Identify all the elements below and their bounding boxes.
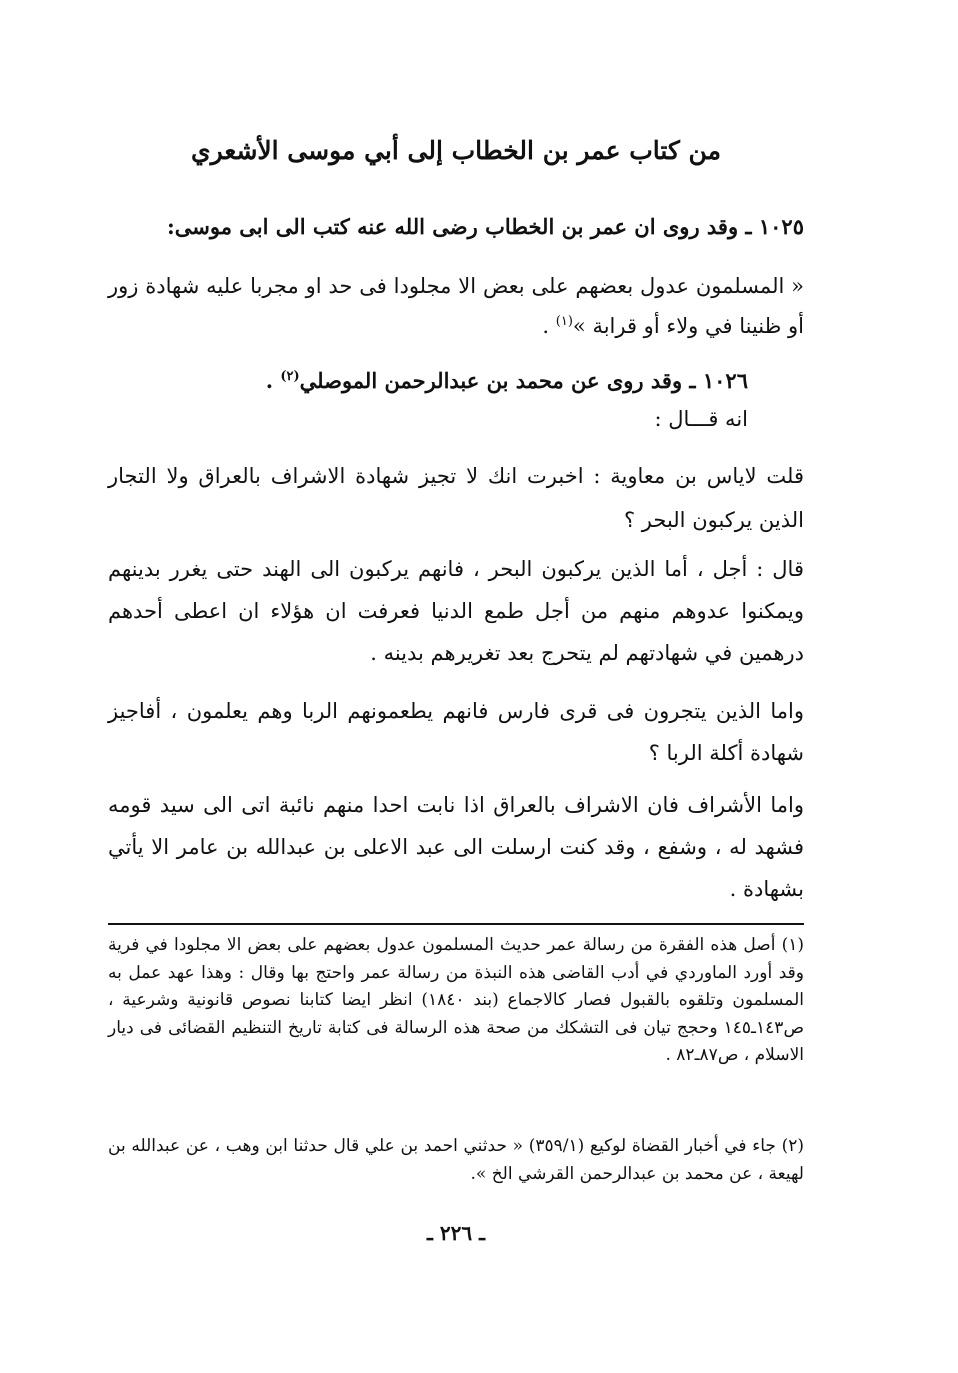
footnote-ref-1[interactable]: (١): [555, 314, 573, 329]
paragraph-1026: [228, 360, 748, 402]
page-title: من كتاب عمر بن الخطاب إلى أبي موسى الأشعري: [191, 136, 721, 165]
book-page: [108, 0, 804, 1373]
footnote-ref-2[interactable]: (٢): [280, 369, 300, 384]
page-number: ـ ٢٢٦ ـ: [427, 1221, 485, 1245]
footnote-divider: [108, 923, 804, 925]
paragraph-1026-text: ١٠٢٦ ـ وقد روى عن محمد بن عبدالرحمن الموصلي: [299, 368, 748, 393]
answer-paragraph-3: واما الأشراف فان الاشراف بالعراق اذا نابت احدا منهم نائبة اتى الى سيد قومه فشهد له ، وشفع ، وقد كنت ارسلت الى عبد الاعلى بن عبدالله بن عامر الا يأتي بشهادة .: [108, 793, 804, 901]
quote-paragraph: [108, 266, 804, 346]
answer-paragraph-1: قال : أجل ، أما الذين يركبون البحر ، فانهم يركبون الى الهند حتى يغرر بدينهم ويمكنوا عدوهم منهم من أجل طمع الدنيا فعرفت ان هؤلاء ان اعطى أحدهم درهمين في شهادتهم لم يتحرج بعد تغريرهم بدينه .: [108, 557, 804, 665]
quote-end: .: [542, 314, 556, 338]
footnote-1: (١) أصل هذه الفقرة من رسالة عمر حديث المسلمون عدول بعضهم على بعض الا مجلودا في فرية وقد أورد الماوردي في أدب القاضى هذه النبذة من رسالة عمر واحتج بها وقال : وهذا عهد عمل به المسلمون وتلقوه بالقبول فصار كالاجماع (بند ١٨٤٠) انظر ايضا كتابنا نصوص قانونية وشرعية ، ص١٤٣ـ١٤٥ وحجج تيان فى التشكك من صحة هذه الرسالة فى كتابة تاريخ التنظيم القضائى فى ديار الاسلام ، ص٨٧ـ٨٢ .: [108, 935, 804, 1065]
quote-text: « المسلمون عدول بعضهم على بعض الا مجلودا فى حد او مجربا عليه شهادة زور أو ظنينا في ولاء أو قرابة »: [108, 274, 804, 338]
question-paragraph: قلت لاياس بن معاوية : اخبرت انك لا تجيز شهادة الاشراف بالعراق ولا التجار الذين يركبون البحر ؟: [108, 464, 804, 532]
footnote-2: (٢) جاء في أخبار القضاة لوكيع (٣٥٩/١) « حدثني احمد بن علي قال حدثنا ابن وهب ، عن عبدالله بن لهيعة ، عن محمد بن عبدالرحمن القرشي الخ ».: [108, 1136, 804, 1184]
answer-paragraph-2: واما الذين يتجرون فى قرى فارس فانهم يطعمونهم الربا وهم يعلمون ، أفاجيز شهادة أكلة الربا ؟: [108, 699, 804, 765]
paragraph-1025: ١٠٢٥ ـ وقد روى ان عمر بن الخطاب رضى الله عنه كتب الى ابى موسى:: [167, 214, 804, 239]
said-line: انه قـــال :: [654, 407, 748, 431]
paragraph-1026-end: .: [265, 368, 281, 393]
